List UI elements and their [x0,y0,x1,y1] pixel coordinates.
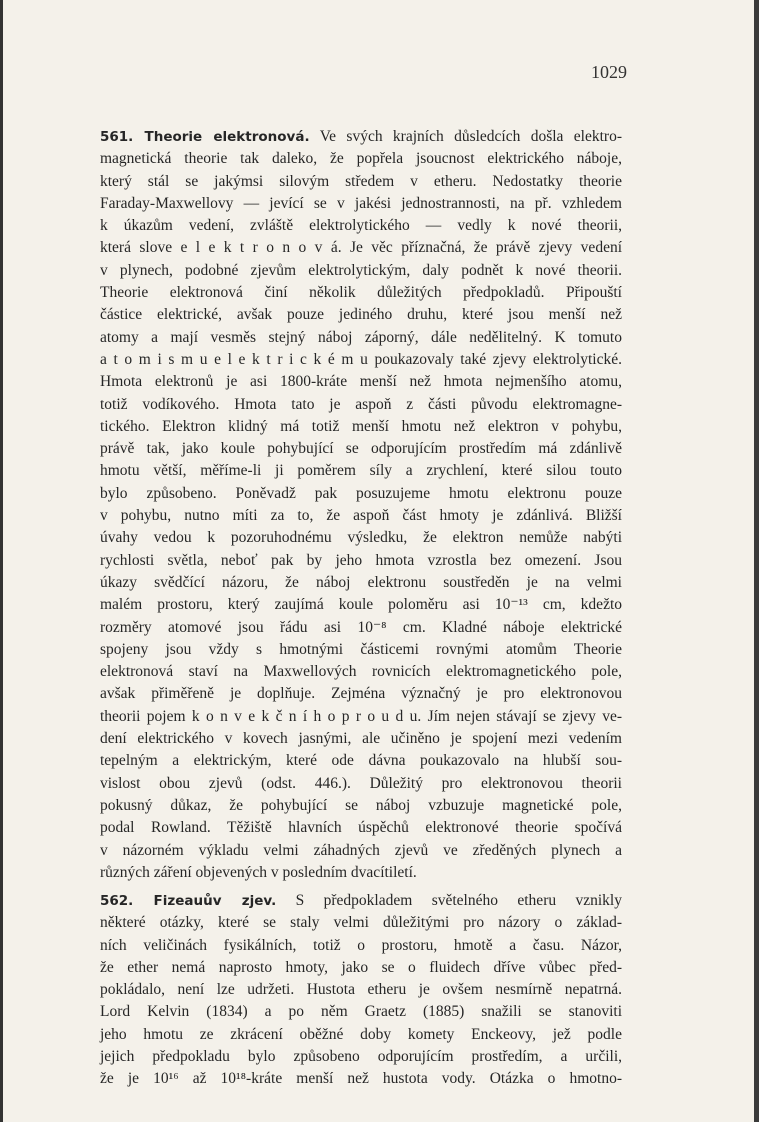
section-heading: 561. Theorie elektronová. [100,129,310,145]
text-line: částice elektrické, avšak pouze jediného druhu, které jsou menší než [100,306,622,324]
text-line: podal Rowland. Těžiště hlavních úspěchů elektronové theorie spočívá [100,819,622,837]
text-line: jejich předpokladu bylo způsobeno odporujícím prostředím, a určili, [100,1048,622,1066]
text-line: v pohybu, nutno míti za to, že aspoň část hmoty je zdánlivá. Bližší [100,507,622,525]
text-line: bylo způsobeno. Poněvadž pak posuzujeme hmotu elektronu pouze [100,484,622,502]
text-line: úvahy vedou k pozoruhodnému výsledku, že elektron nemůže nabýti [100,529,622,547]
section-heading: 562. Fizeauův zjev. [100,893,277,909]
text-line: totiž vodíkového. Hmota tato je aspoň z části původu elektromagne- [100,395,622,413]
text-line: Faraday-Maxwellovy — jevící se v jakési jednostrannosti, na př. vzhledem [100,194,622,212]
text-line: v plynech, podobné zjevům elektrolytickým, daly podnět k nové theorii. [100,261,622,279]
text-line: která slove e l e k t r o n o v á. Je věc příznačná, že právě zjevy vedení [100,239,622,257]
text-line: různých záření objevených v posledním dvacítiletí. [100,863,417,881]
left-page-edge [0,0,3,1122]
text-line: avšak přiměřeně je doplňuje. Zejména význačný je pro elektronovou [100,685,622,703]
text-line: pokusný důkaz, že pohybující se náboj vzbuzuje magnetické pole, [100,796,622,814]
text-line: 561. Theorie elektronová. Ve svých krajních důsledcích došla elektro- [100,128,622,145]
text-line: Theorie elektronová činí několik důležitých předpokladů. Připouští [100,284,622,302]
text-line: Hmota elektronů je asi 1800-kráte menší než hmota nejmenšího atomu, [100,373,622,391]
page-number: 1029 [591,62,627,82]
text-line: k úkazům vedení, zvláště elektrolytického — vedly k nové theorii, [100,217,622,235]
text-line: v názorném výkladu velmi záhadných zjevů ve zředěných plynech a [100,841,622,859]
text-line: tického. Elektron klidný má totiž menší hmotu než elektron v pohybu, [100,417,622,435]
section-561 [100,126,622,884]
text-line: Lord Kelvin (1834) a po něm Graetz (1885) snažili se stanoviti [100,1003,622,1021]
text-line: dení elektrického v kovech jasnými, ale učiněno je spojení mezi vedením [100,730,622,748]
text-line: úkazy svědčící názoru, že náboj elektronu soustředěn je na velmi [100,573,622,591]
section-562 [100,890,622,1091]
text-line: některé otázky, které se staly velmi důležitými pro názory o základ- [100,914,622,932]
text-line: vislost obou zjevů (odst. 446.). Důležitý pro elektronovou theorii [100,774,622,792]
text-line: pokládalo, není lze udržeti. Hustota etheru je ovšem nesmírně nepatrná. [100,981,622,999]
text-line: rychlosti světla, neboť pak by jeho hmota vzrostla bez omezení. Jsou [100,551,622,569]
text-line: 562. Fizeauův zjev. S předpokladem světelného etheru vznikly [100,892,622,909]
text-line: magnetická theorie tak daleko, že popřela jsoucnost elektrického náboje, [100,150,622,168]
text-line: že ether nemá naprosto hmoty, jako se o fluidech dříve vůbec před- [100,958,622,976]
text-line: rozměry atomové jsou řádu asi 10⁻⁸ cm. Kladné náboje elektrické [100,618,622,636]
text-line: elektronová staví na Maxwellových rovnicích elektromagnetického pole, [100,663,622,681]
text-line: atomy a mají vesměs stejný náboj záporný, dále nedělitelný. K tomuto [100,328,622,346]
text-line: právě tak, jako koule pohybující se odporujícím prostředím má zdánlivě [100,440,622,458]
text-line: který stál se jakýmsi silovým středem v etheru. Nedostatky theorie [100,172,622,190]
text-line: a t o m i s m u e l e k t r i c k é m u poukazovaly také zjevy elektrolytické. [100,350,622,368]
text-line: spojeny jsou vždy s hmotnými částicemi rovnými atomům Theorie [100,640,622,658]
text-line: ních veličinách fysikálních, totiž o prostoru, hmotě a času. Názor, [100,936,622,954]
text-line: tepelným a elektrickým, které ode dávna poukazovalo na hlubší sou- [100,752,622,770]
text-line: jeho hmotu ze zkrácení oběžné doby komety Enckeovy, jež podle [100,1025,622,1043]
text-line: theorii pojem k o n v e k č n í h o p r o u d u. Jím nejen stávají se zjevy ve- [100,707,622,725]
text-line: malém prostoru, který zaujímá koule poloměru asi 10⁻¹³ cm, kdežto [100,596,622,614]
text-line: že je 10¹⁶ až 10¹⁸-kráte menší než hustota vody. Otázka o hmotno- [100,1070,622,1088]
text-line: hmotu větší, měříme-li ji poměrem síly a zrychlení, které silou touto [100,462,622,480]
right-page-edge [754,0,759,1122]
